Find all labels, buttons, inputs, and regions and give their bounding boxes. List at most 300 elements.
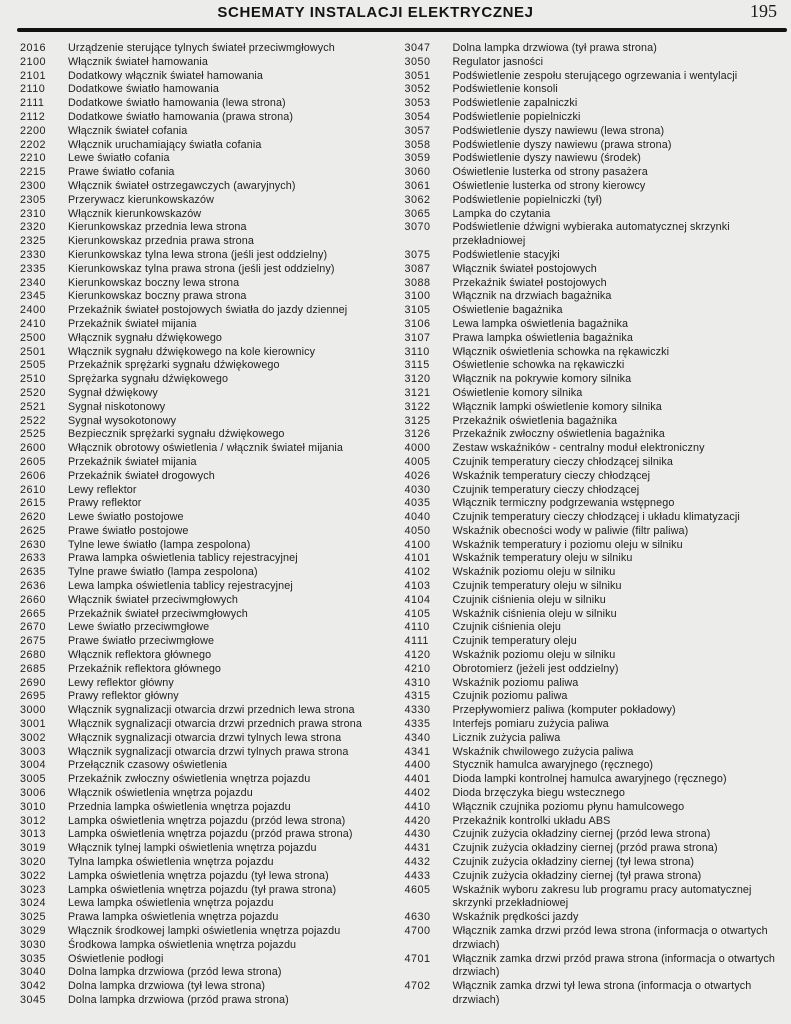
component-code: 4431 [404, 842, 431, 855]
legend-columns [0, 32, 791, 1008]
component-code: 3100 [404, 290, 431, 303]
legend-entry [20, 773, 390, 787]
component-description: Włącznik reflektora głównego [68, 649, 212, 662]
component-description: Czujnik temperatury cieczy chłodzącej silnika [452, 455, 674, 468]
component-description: Środkowa lampka oświetlenia wnętrza pojazdu [68, 938, 297, 951]
component-description: Wskaźnik temperatury i poziomu oleju w silniku [452, 538, 683, 551]
component-code: 2665 [20, 607, 47, 620]
legend-entry [20, 677, 390, 691]
component-description: Przepływomierz paliwa (komputer pokładowy) [452, 704, 676, 717]
component-code: 3035 [20, 952, 47, 965]
component-code: 2660 [20, 593, 47, 606]
legend-entry [20, 152, 390, 166]
component-description: Czujnik zużycia okładziny ciernej (przód prawa strona) [452, 842, 718, 855]
component-description: Przekaźnik reflektora głównego [68, 662, 222, 675]
legend-entry [20, 787, 390, 801]
component-code: 4111 [404, 635, 429, 648]
component-code: 3050 [404, 55, 431, 68]
component-code: 4400 [404, 759, 431, 772]
component-code: 3040 [20, 966, 47, 979]
legend-entry [405, 608, 784, 622]
component-code: 3053 [404, 97, 431, 110]
legend-entry [20, 70, 390, 84]
component-code: 3061 [404, 179, 431, 192]
legend-entry [20, 456, 390, 470]
legend-entry [405, 263, 784, 277]
component-description: Włącznik termiczny podgrzewania wstępnego [452, 497, 675, 510]
component-description: Lampka do czytania [452, 207, 551, 220]
component-code: 3110 [404, 345, 430, 358]
component-code: 3005 [20, 773, 47, 786]
legend-entry [405, 525, 784, 539]
component-code: 4402 [404, 787, 431, 800]
component-code: 3013 [20, 828, 47, 841]
legend-entry [405, 70, 784, 84]
component-description: Przekaźnik zwłoczny oświetlenia wnętrza pojazdu [68, 773, 311, 786]
component-description: Prawe światło przeciwmgłowe [68, 635, 215, 648]
legend-entry [20, 566, 390, 580]
component-code: 2680 [20, 649, 47, 662]
component-code: 3105 [404, 304, 431, 317]
component-description: Lampka oświetlenia wnętrza pojazdu (przód lewa strona) [68, 814, 346, 827]
legend-entry [20, 511, 390, 525]
component-code: 3001 [20, 718, 47, 731]
component-description: Czujnik ciśnienia oleju [452, 621, 562, 634]
component-code: 4100 [404, 538, 431, 551]
legend-entry [20, 125, 390, 139]
component-code: 4000 [404, 442, 431, 455]
legend-entry [20, 401, 390, 415]
component-code: 3045 [20, 993, 47, 1006]
component-description: Podświetlenie popielniczki [452, 110, 581, 123]
legend-entry [405, 497, 784, 511]
legend-entry [20, 649, 390, 663]
component-code: 3012 [20, 814, 47, 827]
legend-entry [20, 359, 390, 373]
component-description: Sygnał wysokotonowy [68, 414, 177, 427]
component-description: Dodatkowe światło hamowania (lewa strona) [68, 97, 286, 110]
component-description: Przekaźnik świateł postojowych [452, 276, 607, 289]
component-description: Kierunkowskaz tylna prawa strona (jeśli jest oddzielny) [68, 262, 335, 275]
legend-entry [20, 318, 390, 332]
component-description: Podświetlenie dźwigni wybieraka automatycznej skrzynki przekładniowej [452, 221, 730, 248]
component-code: 2695 [20, 690, 47, 703]
component-code: 3029 [20, 925, 47, 937]
legend-entry [405, 594, 784, 608]
component-description: Włącznik świateł przeciwmgłowych [68, 593, 238, 606]
legend-entry [20, 387, 390, 401]
component-description: Dodatkowe światło hamowania (prawa strona) [68, 110, 294, 123]
component-description: Lewe światło przeciwmgłowe [68, 621, 210, 634]
component-code: 3065 [404, 207, 431, 220]
legend-entry [405, 166, 784, 180]
component-description: Włącznik sygnału dźwiękowego [68, 331, 223, 344]
component-code: 4040 [404, 511, 431, 524]
component-code: 2615 [20, 497, 47, 510]
component-code: 4103 [404, 580, 431, 593]
legend-entry [20, 539, 390, 553]
legend-entry [405, 304, 784, 318]
component-description: Przekaźnik świateł postojowych światła do jazdy dziennej [68, 304, 348, 317]
component-description: Oświetlenie bagażnika [452, 304, 563, 317]
component-description: Obrotomierz (jeżeli jest oddzielny) [452, 662, 619, 675]
legend-entry [405, 83, 784, 97]
component-description: Przerywacz kierunkowskazów [68, 193, 215, 206]
component-code: 3004 [20, 759, 47, 772]
component-code: 2112 [20, 110, 46, 123]
component-description: Włącznik oświetlenia schowka na rękawiczki [452, 345, 670, 358]
legend-entry [20, 815, 390, 829]
legend-entry [405, 318, 784, 332]
component-code: 4315 [404, 690, 431, 703]
component-description: Prawa lampka oświetlenia bagażnika [452, 331, 633, 344]
component-description: Czujnik poziomu paliwa [452, 690, 568, 703]
component-code: 2501 [20, 345, 47, 358]
component-code: 4310 [404, 676, 431, 689]
legend-entry [405, 870, 784, 884]
component-description: Tylne lewe światło (lampa zespolona) [68, 538, 251, 551]
component-description: Lewe światło postojowe [68, 511, 184, 524]
component-code: 2605 [20, 455, 47, 468]
legend-entry [20, 484, 390, 498]
component-code: 2633 [20, 552, 47, 565]
component-code: 3022 [20, 869, 47, 882]
component-code: 2016 [20, 42, 47, 54]
component-description: Lewa lampka oświetlenia tablicy rejestracyjnej [68, 580, 293, 593]
component-code: 3125 [404, 414, 431, 427]
component-code: 4050 [404, 524, 431, 537]
legend-column-left [0, 42, 396, 1008]
legend-entry [20, 552, 390, 566]
component-code: 2636 [20, 580, 47, 593]
component-code: 2625 [20, 524, 47, 537]
component-code: 2522 [20, 414, 47, 427]
component-description: Włącznik środkowej lampki oświetlenia wnętrza pojazdu [68, 925, 341, 937]
component-code: 3052 [404, 83, 431, 96]
component-code: 2620 [20, 511, 47, 524]
component-description: Czujnik temperatury oleju [452, 635, 577, 648]
component-description: Włącznik obrotowy oświetlenia / włącznik świateł mijania [68, 442, 344, 455]
component-description: Przekaźnik świateł mijania [68, 317, 197, 330]
component-description: Włącznik lampki oświetlenie komory silnika [452, 400, 662, 413]
component-code: 4330 [404, 704, 431, 717]
page-title: SCHEMATY INSTALACJI ELEKTRYCZNEJ [217, 4, 534, 21]
component-code: 3087 [404, 262, 431, 275]
component-code: 2335 [20, 262, 47, 275]
page-number: 195 [750, 1, 777, 21]
legend-entry [405, 704, 784, 718]
component-code: 3122 [404, 400, 431, 413]
component-code: 4401 [404, 773, 431, 786]
component-description: Regulator jasności [452, 55, 544, 68]
component-code: 4430 [404, 828, 431, 841]
legend-entry [20, 42, 390, 56]
component-code: 3023 [20, 883, 47, 896]
legend-entry [405, 194, 784, 208]
legend-entry [405, 925, 784, 953]
component-description: Włącznik zamka drzwi tył lewa strona (informacja o otwartych drzwiach) [452, 980, 752, 1006]
component-description: Podświetlenie zespołu sterującego ogrzewania i wentylacji [452, 69, 738, 82]
component-code: 4420 [404, 814, 431, 827]
legend-entry [20, 953, 390, 967]
component-description: Włącznik świateł ostrzegawczych (awaryjnych) [68, 179, 296, 192]
component-code: 3057 [404, 124, 431, 137]
legend-entry [405, 332, 784, 346]
component-description: Bezpiecznik sprężarki sygnału dźwiękowego [68, 428, 285, 441]
legend-entry [405, 125, 784, 139]
legend-entry [20, 704, 390, 718]
legend-entry [405, 359, 784, 373]
component-description: Oświetlenie lusterka od strony pasażera [452, 166, 648, 179]
legend-entry [20, 263, 390, 277]
legend-entry [405, 456, 784, 470]
component-description: Lampka oświetlenia wnętrza pojazdu (tył prawa strona) [68, 883, 337, 896]
legend-entry [405, 442, 784, 456]
component-description: Włącznik zamka drzwi przód prawa strona (informacja o otwartych drzwiach) [452, 952, 776, 979]
component-description: Oświetlenie lusterka od strony kierowcy [452, 179, 646, 192]
component-code: 2215 [20, 166, 47, 179]
legend-entry [405, 884, 784, 912]
component-code: 2610 [20, 483, 47, 496]
component-code: 2320 [20, 221, 47, 234]
component-code: 3054 [404, 110, 431, 123]
component-description: Dioda lampki kontrolnej hamulca awaryjnego (ręcznego) [452, 773, 727, 786]
legend-entry [20, 828, 390, 842]
legend-entry [405, 663, 784, 677]
component-description: Włącznik na drzwiach bagażnika [452, 290, 612, 303]
legend-entry [20, 911, 390, 925]
component-description: Stycznik hamulca awaryjnego (ręcznego) [452, 759, 654, 772]
component-code: 4035 [404, 497, 431, 510]
legend-entry [20, 801, 390, 815]
legend-entry [405, 580, 784, 594]
component-code: 3047 [404, 42, 431, 54]
legend-entry [20, 939, 390, 953]
legend-entry [20, 249, 390, 263]
legend-entry [20, 621, 390, 635]
legend-entry [405, 828, 784, 842]
legend-entry [405, 621, 784, 635]
component-description: Wskaźnik poziomu oleju w silniku [452, 566, 616, 579]
component-code: 4702 [404, 980, 431, 993]
legend-entry [405, 415, 784, 429]
legend-entry [405, 180, 784, 194]
component-code: 2500 [20, 331, 47, 344]
legend-entry [20, 332, 390, 346]
component-code: 2202 [20, 138, 47, 151]
legend-entry [405, 732, 784, 746]
legend-entry [405, 856, 784, 870]
legend-entry [20, 663, 390, 677]
legend-entry [20, 980, 390, 994]
component-description: Wskaźnik temperatury oleju w silniku [452, 552, 633, 565]
component-description: Włącznik świateł cofania [68, 124, 188, 137]
component-description: Podświetlenie zapalniczki [452, 97, 578, 110]
legend-entry [405, 97, 784, 111]
legend-entry [405, 42, 784, 56]
component-description: Oświetlenie podłogi [68, 952, 164, 965]
legend-entry [20, 897, 390, 911]
component-description: Licznik zużycia paliwa [452, 731, 561, 744]
component-description: Tylne prawe światło (lampa zespolona) [68, 566, 258, 579]
legend-column-right [396, 42, 791, 1008]
legend-entry [405, 277, 784, 291]
legend-entry [405, 649, 784, 663]
legend-entry [405, 511, 784, 525]
legend-entry [20, 842, 390, 856]
component-description: Lampka oświetlenia wnętrza pojazdu (tył lewa strona) [68, 869, 329, 882]
legend-entry [405, 290, 784, 304]
component-description: Interfejs pomiaru zużycia paliwa [452, 718, 609, 731]
legend-entry [20, 166, 390, 180]
component-code: 2300 [20, 179, 47, 192]
component-description: Prawe światło postojowe [68, 524, 189, 537]
component-description: Włącznik na pokrywie komory silnika [452, 373, 632, 386]
legend-entry [20, 97, 390, 111]
component-code: 3020 [20, 856, 47, 869]
legend-entry [20, 290, 390, 304]
legend-entry [20, 221, 390, 235]
component-code: 2110 [20, 83, 46, 96]
component-code: 2520 [20, 386, 47, 399]
component-description: Podświetlenie dyszy nawiewu (lewa strona) [452, 124, 665, 137]
component-description: Przekaźnik świateł przeciwmgłowych [68, 607, 248, 620]
component-code: 2690 [20, 676, 47, 689]
component-description: Kierunkowskaz boczny lewa strona [68, 276, 240, 289]
page-header [0, 0, 791, 26]
legend-entry [20, 56, 390, 70]
component-code: 2100 [20, 55, 47, 68]
legend-entry [20, 884, 390, 898]
component-code: 3025 [20, 911, 47, 924]
legend-entry [20, 594, 390, 608]
component-code: 3106 [404, 317, 431, 330]
component-description: Włącznik tylnej lampki oświetlenia wnętrza pojazdu [68, 842, 317, 855]
component-code: 3059 [404, 152, 431, 165]
component-code: 2325 [20, 235, 47, 248]
component-description: Kierunkowskaz boczny prawa strona [68, 290, 247, 303]
legend-entry [405, 387, 784, 401]
component-description: Przekaźnik kontrolki układu ABS [452, 814, 611, 827]
component-description: Prawa lampka oświetlenia tablicy rejestracyjnej [68, 552, 298, 565]
legend-entry [20, 111, 390, 125]
component-description: Lewy reflektor [68, 483, 137, 496]
component-code: 4210 [404, 662, 431, 675]
legend-entry [405, 773, 784, 787]
legend-entry [20, 870, 390, 884]
component-description: Kierunkowskaz przednia lewa strona [68, 221, 247, 234]
component-description: Kierunkowskaz przednia prawa strona [68, 235, 254, 248]
legend-entry [405, 953, 784, 981]
component-description: Włącznik czujnika poziomu płynu hamulcowego [452, 800, 685, 813]
component-description: Wskaźnik wyboru zakresu lub programu pracy automatycznej skrzynki przekładniowej [452, 883, 752, 910]
component-description: Przekaźnik świateł mijania [68, 455, 197, 468]
component-description: Przełącznik czasowy oświetlenia [68, 759, 228, 772]
component-code: 3120 [404, 373, 431, 386]
component-code: 3051 [404, 69, 431, 82]
component-code: 4432 [404, 856, 431, 869]
component-code: 3088 [404, 276, 431, 289]
component-code: 3002 [20, 731, 47, 744]
component-description: Tylna lampka oświetlenia wnętrza pojazdu [68, 856, 274, 869]
component-code: 3042 [20, 980, 47, 993]
component-description: Włącznik zamka drzwi przód lewa strona (informacja o otwartych drzwiach) [452, 925, 768, 951]
legend-entry [20, 277, 390, 291]
component-code: 2606 [20, 469, 47, 482]
component-description: Przekaźnik zwłoczny oświetlenia bagażnika [452, 428, 665, 441]
component-description: Lewy reflektor główny [68, 676, 174, 689]
component-description: Wskaźnik temperatury cieczy chłodzącej [452, 469, 651, 482]
component-code: 3075 [404, 248, 431, 261]
component-code: 3058 [404, 138, 431, 151]
component-code: 4120 [404, 649, 431, 662]
component-code: 2685 [20, 662, 47, 675]
component-description: Włącznik sygnalizacji otwarcia drzwi tylnych lewa strona [68, 731, 342, 744]
component-description: Wskaźnik ciśnienia oleju w silniku [452, 607, 617, 620]
component-code: 4110 [404, 621, 430, 634]
legend-entry [405, 677, 784, 691]
component-code: 4104 [404, 593, 431, 606]
component-code: 3126 [404, 428, 431, 441]
legend-entry [405, 152, 784, 166]
legend-entry [405, 208, 784, 222]
component-description: Dodatkowe światło hamowania [68, 83, 219, 96]
component-description: Wskaźnik prędkości jazdy [452, 911, 579, 924]
component-description: Czujnik ciśnienia oleju w silniku [452, 593, 606, 606]
component-code: 4433 [404, 869, 431, 882]
component-code: 3062 [404, 193, 431, 206]
component-description: Dolna lampka drzwiowa (tył lewa strona) [68, 980, 266, 993]
legend-entry [20, 304, 390, 318]
component-description: Prawy reflektor główny [68, 690, 179, 703]
component-description: Czujnik zużycia okładziny ciernej (tył prawa strona) [452, 869, 702, 882]
legend-entry [20, 415, 390, 429]
component-code: 2210 [20, 152, 47, 165]
component-description: Sygnał niskotonowy [68, 400, 166, 413]
legend-entry [20, 497, 390, 511]
component-description: Zestaw wskaźników - centralny moduł elektroniczny [452, 442, 705, 455]
component-code: 4700 [404, 925, 431, 937]
component-code: 3121 [404, 386, 431, 399]
component-code: 4701 [404, 952, 431, 965]
component-code: 2525 [20, 428, 47, 441]
component-description: Kierunkowskaz tylna lewa strona (jeśli jest oddzielny) [68, 248, 328, 261]
legend-entry [405, 718, 784, 732]
component-code: 4341 [404, 745, 431, 758]
legend-entry [405, 373, 784, 387]
component-description: Włącznik świateł postojowych [452, 262, 597, 275]
legend-entry [405, 401, 784, 415]
legend-entry [405, 428, 784, 442]
legend-entry [20, 580, 390, 594]
component-description: Podświetlenie popielniczki (tył) [452, 193, 603, 206]
component-description: Urządzenie sterujące tylnych świateł przeciwmgłowych [68, 42, 335, 54]
component-description: Prawy reflektor [68, 497, 142, 510]
component-description: Dolna lampka drzwiowa (przód prawa strona) [68, 993, 289, 1006]
legend-entry [20, 856, 390, 870]
component-description: Czujnik zużycia okładziny ciernej (tył lewa strona) [452, 856, 695, 869]
legend-entry [405, 801, 784, 815]
component-description: Włącznik świateł hamowania [68, 55, 209, 68]
legend-entry [405, 842, 784, 856]
component-code: 2410 [20, 317, 47, 330]
legend-entry [20, 525, 390, 539]
legend-entry [405, 690, 784, 704]
legend-entry [20, 966, 390, 980]
component-code: 4105 [404, 607, 431, 620]
component-description: Włącznik sygnalizacji otwarcia drzwi przednich lewa strona [68, 704, 355, 717]
component-code: 2675 [20, 635, 47, 648]
